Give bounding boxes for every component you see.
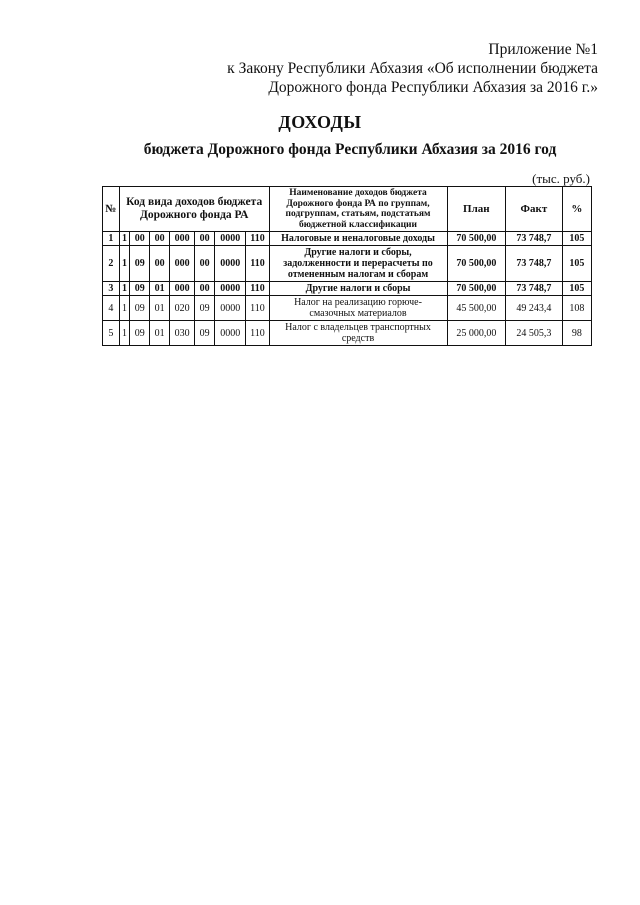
cell-code: 09 — [195, 321, 215, 346]
cell-num: 5 — [103, 321, 120, 346]
cell-code: 020 — [170, 296, 195, 321]
cell-code: 000 — [170, 246, 195, 282]
cell-code: 110 — [246, 282, 269, 296]
cell-name: Налоговые и неналоговые доходы — [269, 232, 447, 246]
cell-code: 00 — [150, 232, 170, 246]
cell-plan: 70 500,00 — [447, 282, 506, 296]
table-row — [103, 246, 592, 282]
appendix-line-1: Приложение №1 — [488, 41, 598, 58]
cell-code: 030 — [170, 321, 195, 346]
cell-code: 00 — [150, 246, 170, 282]
revenue-table — [102, 186, 592, 346]
cell-code: 09 — [130, 282, 150, 296]
header-num: № — [103, 187, 120, 232]
cell-plan: 70 500,00 — [447, 232, 506, 246]
cell-code: 1 — [119, 296, 129, 321]
cell-fact: 24 505,3 — [506, 321, 563, 346]
header-code: Код вида доходов бюджета Дорожного фонда РА — [119, 187, 269, 232]
header-fact: Факт — [506, 187, 563, 232]
appendix-line-3: Дорожного фонда Республики Абхазия за 2016 г.» — [268, 79, 598, 96]
header-percent: % — [562, 187, 591, 232]
cell-code: 01 — [150, 296, 170, 321]
cell-code: 110 — [246, 232, 269, 246]
cell-fact: 49 243,4 — [506, 296, 563, 321]
cell-plan: 70 500,00 — [447, 246, 506, 282]
cell-code: 00 — [195, 246, 215, 282]
cell-code: 0000 — [215, 321, 246, 346]
cell-code: 00 — [130, 232, 150, 246]
cell-percent: 105 — [562, 246, 591, 282]
cell-percent: 98 — [562, 321, 591, 346]
cell-name: Налог с владельцев транспортных средств — [269, 321, 447, 346]
cell-code: 1 — [119, 232, 129, 246]
cell-code: 09 — [130, 246, 150, 282]
cell-code: 000 — [170, 282, 195, 296]
cell-code: 0000 — [215, 246, 246, 282]
cell-name: Налог на реализацию горюче-смазочных материалов — [269, 296, 447, 321]
header-name: Наименование доходов бюджета Дорожного фонда РА по группам, подгруппам, статьям, подстатьям бюджетной классификации — [269, 187, 447, 232]
cell-name: Другие налоги и сборы — [269, 282, 447, 296]
table-row — [103, 321, 592, 346]
cell-code: 0000 — [215, 232, 246, 246]
cell-code: 01 — [150, 282, 170, 296]
cell-code: 1 — [119, 246, 129, 282]
cell-code: 0000 — [215, 282, 246, 296]
appendix-note — [227, 40, 598, 97]
cell-num: 1 — [103, 232, 120, 246]
appendix-line-2: к Закону Республики Абхазия «Об исполнении бюджета — [227, 60, 598, 77]
header-plan: План — [447, 187, 506, 232]
page-title: ДОХОДЫ — [278, 112, 362, 132]
page-subtitle: бюджета Дорожного фонда Республики Абхазия за 2016 год — [143, 141, 557, 158]
cell-code: 01 — [150, 321, 170, 346]
cell-name: Другие налоги и сборы, задолженности и перерасчеты по отмененным налогам и сборам — [269, 246, 447, 282]
cell-code: 110 — [246, 296, 269, 321]
cell-code: 1 — [119, 282, 129, 296]
cell-fact: 73 748,7 — [506, 282, 563, 296]
cell-plan: 45 500,00 — [447, 296, 506, 321]
cell-percent: 108 — [562, 296, 591, 321]
cell-num: 2 — [103, 246, 120, 282]
cell-code: 09 — [130, 321, 150, 346]
cell-percent: 105 — [562, 282, 591, 296]
table-header-row — [103, 187, 592, 232]
table-row — [103, 296, 592, 321]
cell-code: 000 — [170, 232, 195, 246]
cell-num: 3 — [103, 282, 120, 296]
cell-percent: 105 — [562, 232, 591, 246]
cell-num: 4 — [103, 296, 120, 321]
cell-code: 09 — [195, 296, 215, 321]
cell-code: 0000 — [215, 296, 246, 321]
cell-fact: 73 748,7 — [506, 246, 563, 282]
cell-code: 00 — [195, 232, 215, 246]
cell-code: 110 — [246, 321, 269, 346]
cell-fact: 73 748,7 — [506, 232, 563, 246]
cell-code: 1 — [119, 321, 129, 346]
cell-code: 09 — [130, 296, 150, 321]
cell-code: 00 — [195, 282, 215, 296]
cell-plan: 25 000,00 — [447, 321, 506, 346]
table-row — [103, 232, 592, 246]
table-row — [103, 282, 592, 296]
cell-code: 110 — [246, 246, 269, 282]
units-label: (тыс. руб.) — [532, 171, 590, 186]
